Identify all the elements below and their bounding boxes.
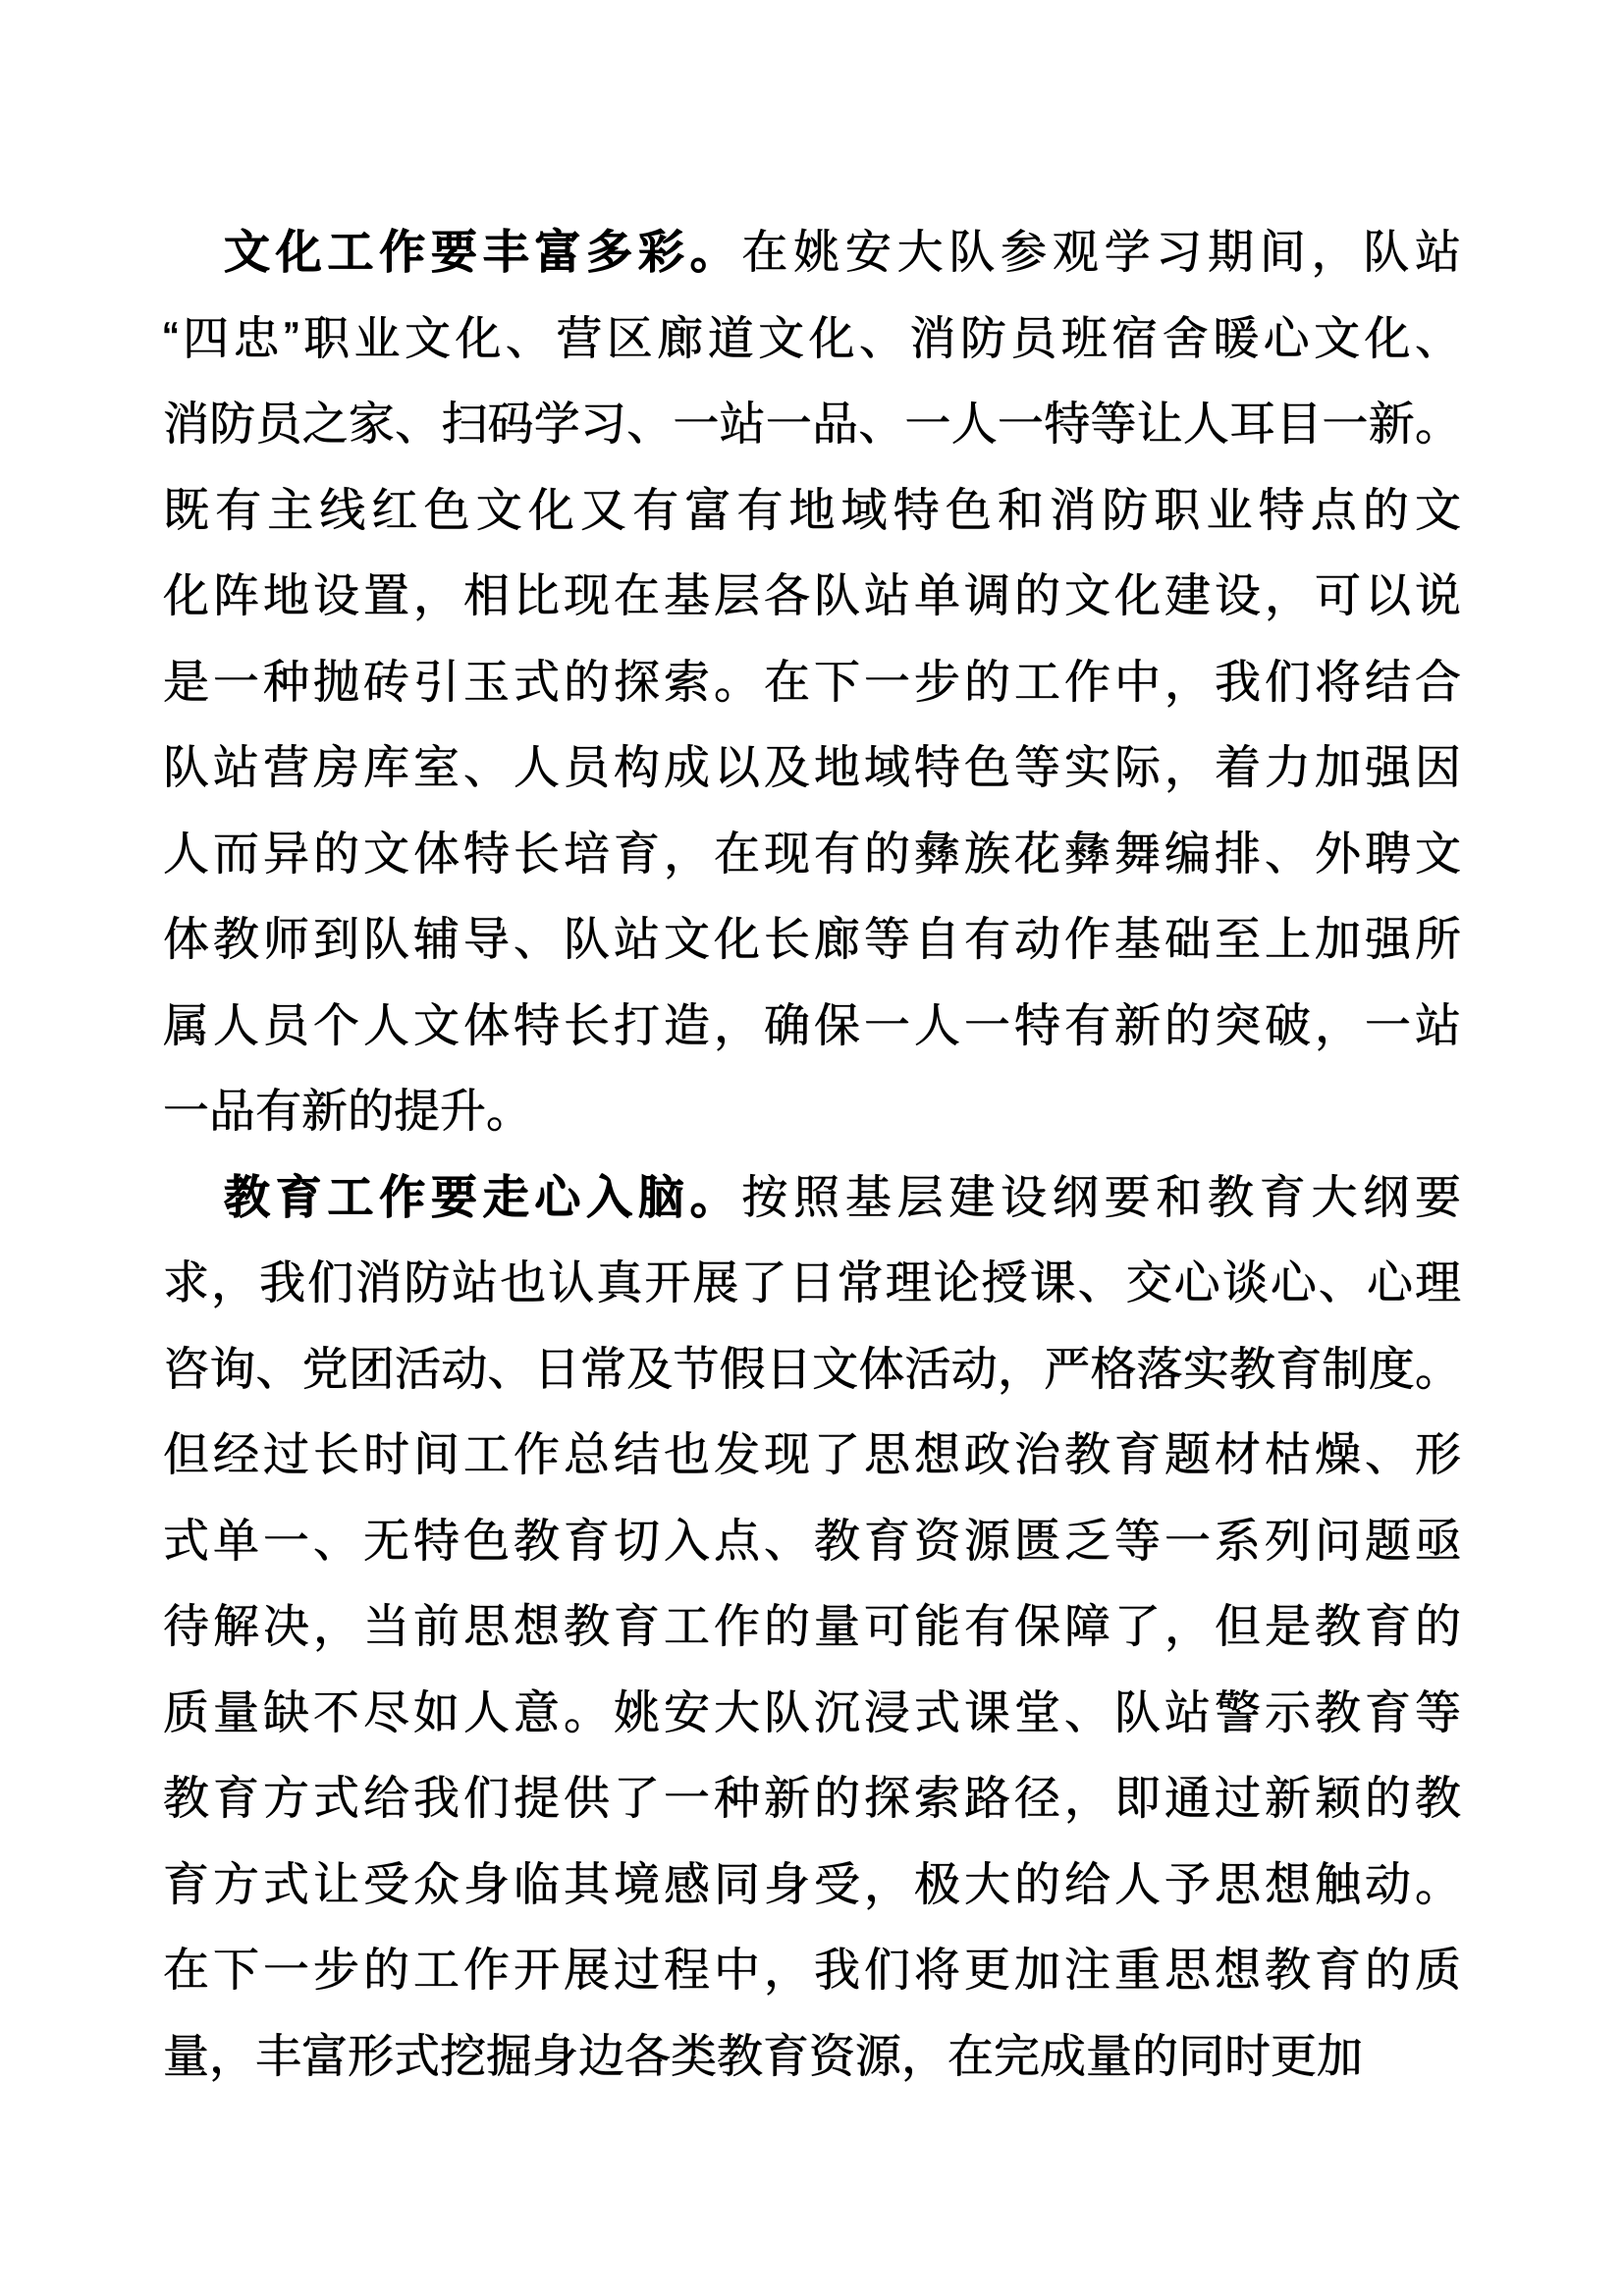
text-line: 待解决，当前思想教育工作的量可能有保障了，但是教育的	[163, 1600, 1461, 1652]
text-line: 既有主线红色文化又有富有地域特色和消防职业特点的文	[163, 483, 1461, 536]
text-line	[163, 209, 1461, 295]
paragraph-education-work	[163, 1154, 1461, 2100]
text-line: 队站营房库室、人员构成以及地域特色等实际，着力加强因	[163, 741, 1461, 793]
text-line: 化阵地设置，相比现在基层各队站单调的文化建设，可以说	[163, 569, 1461, 621]
text-line: 是一种抛砖引玉式的探索。在下一步的工作中，我们将结合	[163, 655, 1461, 708]
text-line: 但经过长时间工作总结也发现了思想政治教育题材枯燥、形	[163, 1428, 1461, 1480]
paragraph-lead: 教育工作要走心入脑。	[224, 1170, 742, 1223]
paragraph-text: 按照基层建设纲要和教育大纲要	[741, 1170, 1461, 1223]
paragraph-text: 在姚安大队参观学习期间，队站	[741, 226, 1461, 278]
text-line: 属人员个人文体特长打造，确保一人一特有新的突破，一站	[163, 998, 1461, 1051]
text-line: 质量缺不尽如人意。姚安大队沉浸式课堂、队站警示教育等	[163, 1685, 1461, 1738]
text-line: 一品有新的提升。	[163, 1085, 532, 1137]
text-line: 量，丰富形式挖掘身边各类教育资源，在完成量的同时更加	[163, 2029, 1363, 2082]
text-line: 育方式让受众身临其境感同身受，极大的给人予思想触动。	[163, 1857, 1461, 1910]
text-line: 求，我们消防站也认真开展了日常理论授课、交心谈心、心理	[163, 1256, 1461, 1308]
text-line: 在下一步的工作开展过程中，我们将更加注重思想教育的质	[163, 1944, 1461, 1996]
text-line: 体教师到队辅导、队站文化长廊等自有动作基础至上加强所	[163, 913, 1461, 965]
text-line: “四忠”职业文化、营区廊道文化、消防员班宿舍暖心文化、	[163, 311, 1461, 364]
paragraph-culture-work	[163, 209, 1461, 1154]
text-line: 人而异的文体特长培育，在现有的彝族花彝舞编排、外聘文	[163, 827, 1461, 880]
document-body	[163, 209, 1461, 2099]
text-line	[163, 1154, 1461, 1241]
text-line: 式单一、无特色教育切入点、教育资源匮乏等一系列问题亟	[163, 1514, 1461, 1567]
text-line: 教育方式给我们提供了一种新的探索路径，即通过新颖的教	[163, 1772, 1461, 1824]
paragraph-lead: 文化工作要丰富多彩。	[224, 226, 742, 278]
text-line: 消防员之家、扫码学习、一站一品、一人一特等让人耳目一新。	[163, 398, 1461, 450]
text-line: 咨询、党团活动、日常及节假日文体活动，严格落实教育制度。	[163, 1342, 1461, 1395]
